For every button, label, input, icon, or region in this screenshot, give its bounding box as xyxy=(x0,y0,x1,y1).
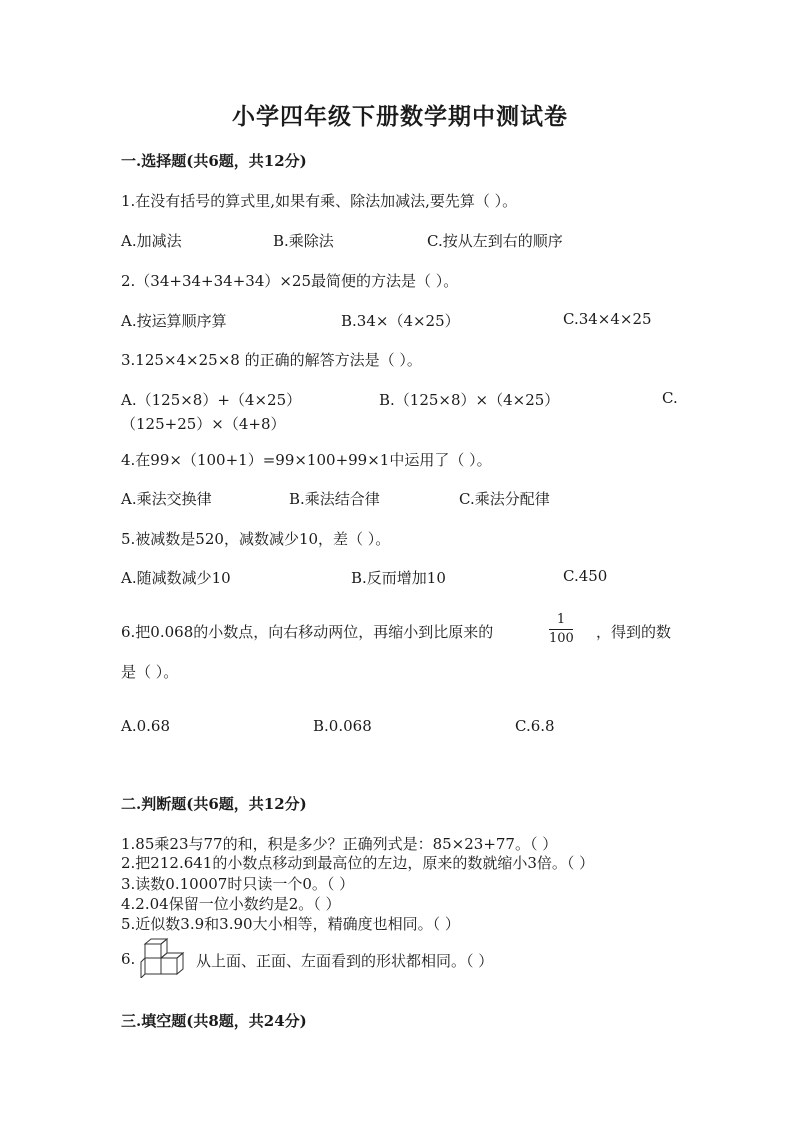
question-5-option-a: A.随减数减少10 xyxy=(121,569,231,587)
question-2-option-b: B.34×（4×25） xyxy=(341,312,460,330)
question-2-stem: 2.（34+34+34+34）×25最简便的方法是（ ）。 xyxy=(121,272,459,290)
question-3-stem: 3.125×4×25×8 的正确的解答方法是（ ）。 xyxy=(121,351,422,369)
question-3-option-a: A.（125×8）+（4×25） xyxy=(121,391,302,409)
question-4-stem: 4.在99×（100+1）=99×100+99×1中运用了（ ）。 xyxy=(121,451,492,469)
cube-stack-icon xyxy=(139,938,189,978)
judgment-item-6-number: 6. xyxy=(121,950,136,968)
section-heading-true-false: 二.判断题(共6题，共12分) xyxy=(121,795,307,813)
question-1-option-b: B.乘除法 xyxy=(273,232,334,250)
judgment-item-3: 3.读数0.10007时只读一个0。（ ） xyxy=(121,875,355,893)
question-1-option-a: A.加减法 xyxy=(121,232,182,250)
question-1-option-c: C.按从左到右的顺序 xyxy=(427,232,563,250)
question-4-option-b: B.乘法结合律 xyxy=(289,490,380,508)
question-3-option-b: B.（125×8）×（4×25） xyxy=(379,391,560,409)
judgment-item-5: 5.近似数3.9和3.90大小相等，精确度也相同。（ ） xyxy=(121,915,460,933)
section-heading-choice: 一.选择题(共6题，共12分) xyxy=(121,152,307,170)
judgment-item-4: 4.2.04保留一位小数约是2。（ ） xyxy=(121,895,341,913)
question-3-option-c-label: C. xyxy=(662,389,678,407)
question-6-stem-part1: 6.把0.068的小数点，向右移动两位，再缩小到比原来的 xyxy=(121,623,494,641)
question-5-option-c: C.450 xyxy=(563,567,608,585)
question-6-stem-part2: ，得到的数 xyxy=(596,623,672,641)
fraction-denominator: 100 xyxy=(549,631,574,646)
question-1-stem: 1.在没有括号的算式里,如果有乘、除法加减法,要先算（ ）。 xyxy=(121,192,518,210)
judgment-item-2: 2.把212.641的小数点移动到最高位的左边，原来的数就缩小3倍。（ ） xyxy=(121,854,595,872)
fraction-bar xyxy=(549,629,573,630)
fraction-numerator: 1 xyxy=(556,612,566,627)
fraction-one-hundredth xyxy=(549,612,573,647)
question-6-option-c: C.6.8 xyxy=(515,717,555,735)
question-3-option-c: （125+25）×（4+8） xyxy=(121,415,286,433)
judgment-item-6-text: 从上面、正面、左面看到的形状都相同。（ ） xyxy=(196,952,494,970)
question-2-option-a: A.按运算顺序算 xyxy=(121,312,227,330)
section-heading-fill-in: 三.填空题(共8题，共24分) xyxy=(121,1012,307,1030)
judgment-item-1: 1.85乘23与77的和，积是多少？正确列式是：85×23+77。（ ） xyxy=(121,835,558,853)
question-5-option-b: B.反而增加10 xyxy=(351,569,446,587)
question-6-option-b: B.0.068 xyxy=(313,717,372,735)
question-6-stem-part3: 是（ ）。 xyxy=(121,663,179,681)
question-4-option-c: C.乘法分配律 xyxy=(459,490,550,508)
question-2-option-c: C.34×4×25 xyxy=(563,310,652,328)
page-title: 小学四年级下册数学期中测试卷 xyxy=(232,103,568,130)
question-4-option-a: A.乘法交换律 xyxy=(121,490,212,508)
question-6-option-a: A.0.68 xyxy=(121,717,170,735)
question-5-stem: 5.被减数是520，减数减少10，差（ ）。 xyxy=(121,530,391,548)
